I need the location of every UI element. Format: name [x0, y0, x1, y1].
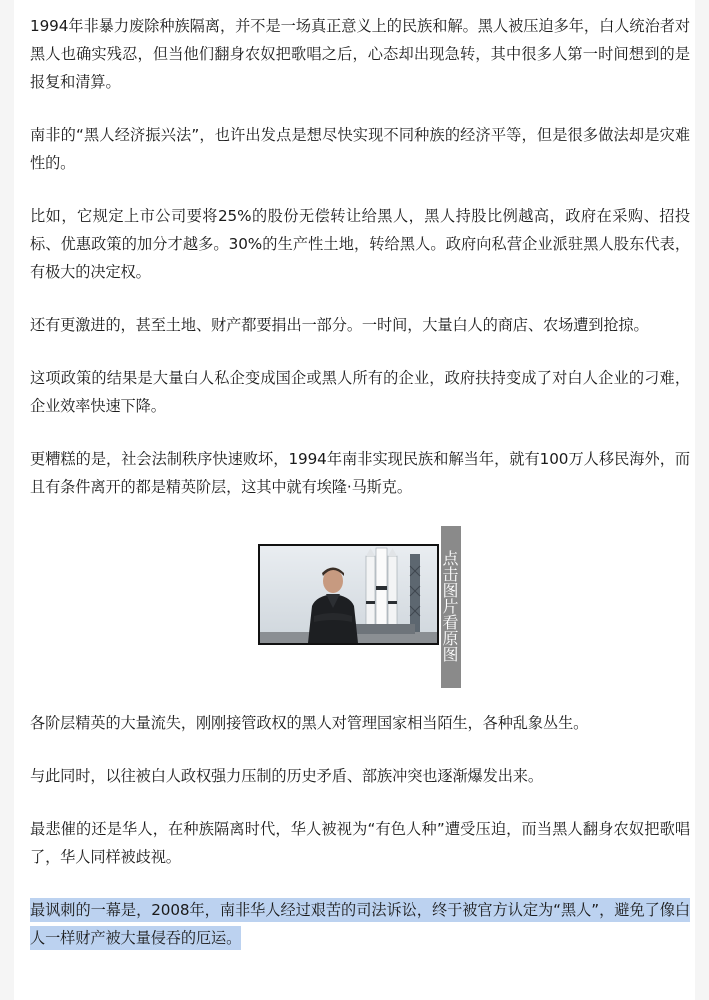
article-figure: [30, 526, 690, 695]
right-margin-bar: [695, 0, 709, 1000]
view-original-caption[interactable]: 点击图片看原图: [441, 526, 461, 688]
paragraph-radical-measures: 还有更激进的，甚至土地、财产都要捐出一部分。一时间，大量白人的商店、农场遭到抢掠。: [30, 316, 649, 334]
paragraph-bee-act: 南非的“黑人经济振兴法”，也许出发点是想尽快实现不同种族的经济平等，但是很多做法却是灾难性的。: [30, 126, 690, 172]
article-photo[interactable]: [258, 544, 439, 645]
paragraph-emigration: 更糟糕的是，社会法制秩序快速败坏，1994年南非实现民族和解当年，就有100万人移民海外，而且有条件离开的都是精英阶层，这其中就有埃隆·马斯克。: [30, 450, 690, 496]
photo-illustration: [260, 546, 437, 643]
paragraph-tribal-conflict: 与此同时，以往被白人政权强力压制的历史矛盾、部族冲突也逐渐爆发出来。: [30, 767, 543, 785]
paragraph-highlighted: [30, 896, 690, 952]
paragraph-apartheid-end: 1994年非暴力废除种族隔离，并不是一场真正意义上的民族和解。黑人被压迫多年，白人统治者对黑人也确实残忍，但当他们翻身农奴把歌唱之后，心态却出现急转，其中很多人第一时间想到的是报复和清算。: [30, 17, 690, 91]
article-body: [30, 12, 690, 952]
paragraph-chinese-discrimination: 最悲催的还是华人，在种族隔离时代，华人被视为“有色人种”遭受压迫，而当黑人翻身农奴把歌唱了，华人同样被歧视。: [30, 820, 690, 866]
paragraph-policy-result: 这项政策的结果是大量白人私企变成国企或黑人所有的企业，政府扶持变成了对白人企业的刁难，企业效率快速下降。: [30, 369, 690, 415]
highlighted-text[interactable]: 最讽刺的一幕是，2008年，南非华人经过艰苦的司法诉讼，终于被官方认定为“黑人”，避免了像白人一样财产被大量侵吞的厄运。: [30, 898, 690, 950]
left-margin-bar: [0, 0, 14, 1000]
paragraph-elite-loss: 各阶层精英的大量流失，刚刚接管政权的黑人对管理国家相当陌生，各种乱象丛生。: [30, 714, 589, 732]
paragraph-share-transfer: 比如，它规定上市公司要将25%的股份无偿转让给黑人，黑人持股比例越高，政府在采购、招投标、优惠政策的加分才越多。30%的生产性土地，转给黑人。政府向私营企业派驻黑人股东代表，有极大的决定权。: [30, 207, 690, 281]
